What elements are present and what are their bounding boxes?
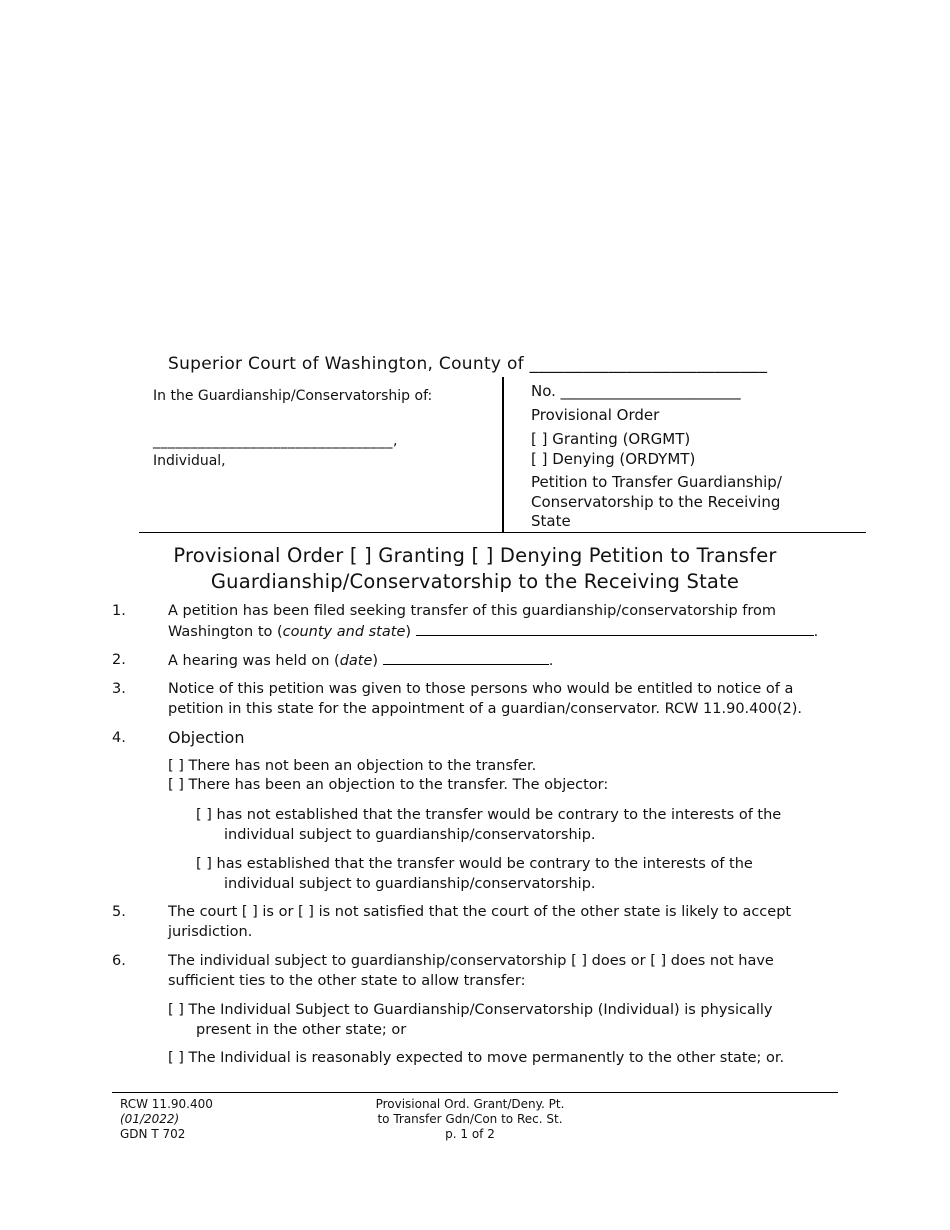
caption-right bbox=[531, 381, 831, 532]
document-title bbox=[120, 543, 830, 595]
text: A hearing was held on ( bbox=[168, 653, 340, 669]
title-line: Provisional Order [ ] Granting [ ] Denying Petition to Transfer bbox=[173, 544, 777, 567]
item-number: 1. bbox=[112, 603, 126, 619]
footer-rcw: RCW 11.90.400 bbox=[120, 1097, 213, 1111]
petition-caption-line: Petition to Transfer Guardianship/ bbox=[531, 473, 782, 491]
court-heading: Superior Court of Washington, County of ___________________________ bbox=[168, 354, 768, 374]
text: . bbox=[548, 653, 554, 669]
granting-checkbox-label: [ ] Granting (ORGMT) bbox=[531, 430, 691, 448]
ties-option-1 bbox=[168, 1000, 772, 1040]
item-1 bbox=[168, 601, 818, 642]
item-6 bbox=[168, 951, 774, 991]
suboption-line: individual subject to guardianship/conservatorship. bbox=[224, 827, 596, 843]
option-line: present in the other state; or bbox=[196, 1022, 407, 1038]
item-3-line: petition in this state for the appointment of a guardian/conservator. RCW 11.90.400(2). bbox=[168, 701, 802, 717]
objection-heading: Objection bbox=[168, 728, 245, 747]
objector-suboption-2 bbox=[196, 854, 753, 894]
footer-form-number: GDN T 702 bbox=[120, 1127, 186, 1141]
suboption-line: [ ] has established that the transfer would be contrary to the interests of the bbox=[196, 856, 753, 872]
option-line: [ ] The Individual Subject to Guardianship/Conservatorship (Individual) is physically bbox=[168, 1002, 773, 1018]
item-2 bbox=[168, 650, 553, 671]
no-objection-option: [ ] There has not been an objection to the transfer. bbox=[168, 758, 537, 774]
objector-suboption-1 bbox=[196, 805, 781, 845]
date-label: date bbox=[339, 653, 373, 669]
text: . bbox=[813, 624, 819, 640]
suboption-line: [ ] has not established that the transfer would be contrary to the interests of the bbox=[196, 807, 782, 823]
caption-left bbox=[153, 386, 432, 471]
footer-rule bbox=[112, 1092, 838, 1093]
item-1-line bbox=[168, 621, 818, 642]
hearing-date-field[interactable] bbox=[383, 650, 549, 665]
individual-name-blank: ________________________________, bbox=[153, 433, 398, 449]
footer-center bbox=[372, 1097, 568, 1142]
in-re-label: In the Guardianship/Conservatorship of: bbox=[153, 388, 433, 404]
ties-option-2: [ ] The Individual is reasonably expected to move permanently to the other state; or. bbox=[168, 1050, 785, 1066]
county-state-label: county and state bbox=[282, 624, 406, 640]
text: Washington to ( bbox=[168, 624, 283, 640]
county-state-field[interactable] bbox=[416, 621, 814, 636]
item-6-line: sufficient ties to the other state to allow transfer: bbox=[168, 973, 526, 989]
text: ) bbox=[372, 653, 379, 669]
footer-left bbox=[120, 1097, 213, 1142]
item-number: 5. bbox=[112, 904, 126, 920]
item-3-line: Notice of this petition was given to those persons who would be entitled to notice of a bbox=[168, 681, 794, 697]
footer-title-line: Provisional Ord. Grant/Deny. Pt. bbox=[375, 1097, 565, 1111]
individual-label: Individual, bbox=[153, 453, 226, 469]
caption-rule bbox=[139, 532, 866, 533]
item-number: 6. bbox=[112, 953, 126, 969]
text: ) bbox=[405, 624, 412, 640]
case-number: No. ________________________ bbox=[531, 382, 741, 400]
caption-divider bbox=[502, 377, 504, 533]
item-5-line: The court [ ] is or [ ] is not satisfied that the court of the other state is likely to accept bbox=[168, 904, 792, 920]
footer-page-number: p. 1 of 2 bbox=[445, 1127, 495, 1141]
objection-option: [ ] There has been an objection to the transfer. The objector: bbox=[168, 777, 609, 793]
footer-title-line: to Transfer Gdn/Con to Rec. St. bbox=[377, 1112, 563, 1126]
petition-caption-line: State bbox=[531, 512, 571, 530]
petition-caption-line: Conservatorship to the Receiving bbox=[531, 492, 781, 511]
title-line: Guardianship/Conservatorship to the Receiving State bbox=[210, 570, 740, 593]
item-3 bbox=[168, 679, 802, 719]
footer-date bbox=[120, 1112, 213, 1127]
petition-caption bbox=[531, 473, 831, 532]
objection-options bbox=[168, 757, 608, 795]
item-5-line: jurisdiction. bbox=[168, 924, 253, 940]
suboption-line: individual subject to guardianship/conservatorship. bbox=[224, 876, 596, 892]
item-number: 4. bbox=[112, 730, 126, 746]
item-1-line: A petition has been filed seeking transfer of this guardianship/conservatorship from bbox=[168, 603, 777, 619]
item-6-line: The individual subject to guardianship/conservatorship [ ] does or [ ] does not have bbox=[168, 953, 774, 969]
order-label: Provisional Order bbox=[531, 406, 660, 424]
footer-date-text: (01/2022) bbox=[120, 1112, 180, 1126]
denying-checkbox-label: [ ] Denying (ORDYMT) bbox=[531, 450, 696, 468]
item-number: 3. bbox=[112, 681, 126, 697]
item-5 bbox=[168, 902, 791, 942]
item-number: 2. bbox=[112, 652, 126, 668]
